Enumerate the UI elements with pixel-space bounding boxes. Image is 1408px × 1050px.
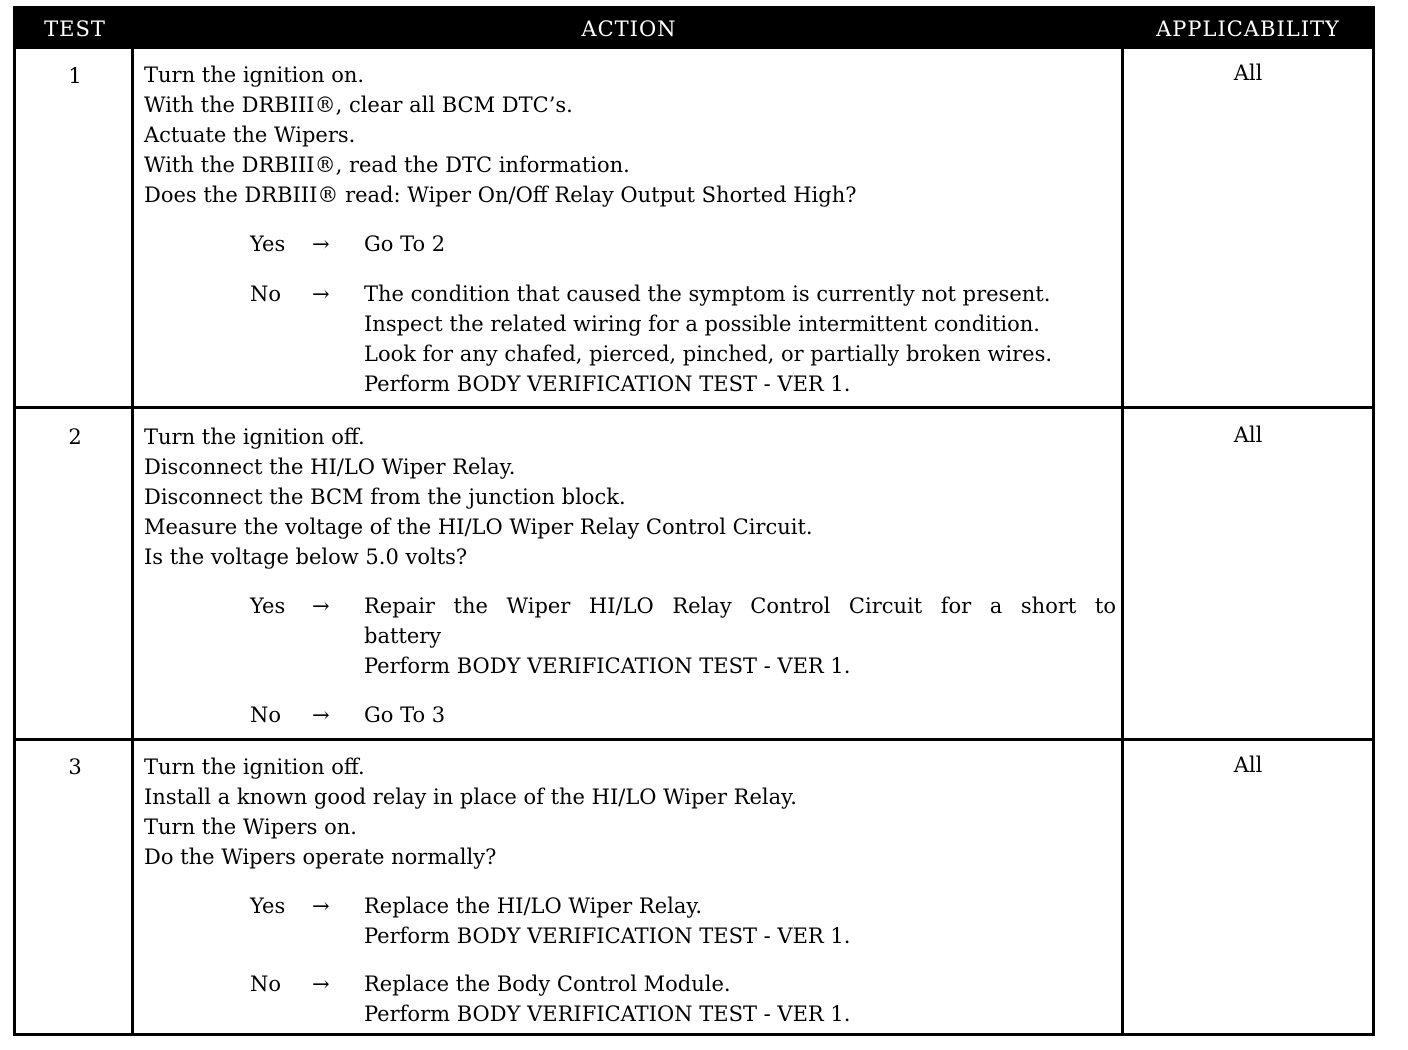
header-applicability: APPLICABILITY [1156, 17, 1340, 41]
applicability-value: All [1233, 423, 1263, 447]
outcome-line: Replace the HI/LO Wiper Relay. [364, 894, 703, 918]
no-outcome [364, 700, 1116, 730]
yes-outcome [364, 591, 1116, 681]
outcome-line: Inspect the related wiring for a possible intermittent condition. [364, 312, 1040, 336]
action-steps [144, 422, 1124, 572]
applicability-value: All [1233, 753, 1263, 777]
yes-label: Yes [250, 232, 286, 256]
yes-outcome [364, 229, 1116, 259]
action-step: Turn the ignition off. [144, 755, 365, 779]
outcome-line: Go To 3 [364, 703, 446, 727]
outcome-line: Go To 2 [364, 232, 446, 256]
table-header [16, 9, 1372, 49]
row-divider [16, 738, 1372, 741]
diagnostic-test-table [13, 6, 1375, 1036]
arrow-icon: → [312, 232, 330, 256]
yes-outcome [364, 891, 1116, 951]
action-step: Disconnect the HI/LO Wiper Relay. [144, 455, 516, 479]
outcome-line: Repair the Wiper HI/LO Relay Control Circuit for a short to [364, 594, 1116, 618]
action-step: With the DRBIII®, clear all BCM DTC’s. [144, 93, 573, 117]
yes-label: Yes [250, 894, 286, 918]
arrow-icon: → [312, 894, 330, 918]
arrow-icon: → [312, 594, 330, 618]
header-test: TEST [44, 17, 106, 41]
outcome-line: Perform BODY VERIFICATION TEST - VER 1. [364, 924, 851, 948]
action-step: With the DRBIII®, read the DTC information. [144, 153, 630, 177]
action-step: Install a known good relay in place of the HI/LO Wiper Relay. [144, 785, 797, 809]
action-steps [144, 60, 1124, 210]
no-outcome [364, 969, 1116, 1029]
outcome-line: battery [364, 624, 442, 648]
outcome-line: Replace the Body Control Module. [364, 972, 731, 996]
outcome-line: Look for any chafed, pierced, pinched, or partially broken wires. [364, 342, 1053, 366]
applicability-value: All [1233, 61, 1263, 85]
arrow-icon: → [312, 972, 330, 996]
test-number: 3 [68, 755, 82, 779]
column-divider [131, 49, 134, 1033]
no-label: No [250, 703, 282, 727]
outcome-line: Perform BODY VERIFICATION TEST - VER 1. [364, 1002, 851, 1026]
arrow-icon: → [312, 703, 330, 727]
action-step: Does the DRBIII® read: Wiper On/Off Relay Output Shorted High? [144, 183, 857, 207]
no-label: No [250, 972, 282, 996]
test-number: 1 [68, 64, 82, 88]
action-step: Is the voltage below 5.0 volts? [144, 545, 468, 569]
row-divider [16, 406, 1372, 409]
action-step: Turn the Wipers on. [144, 815, 357, 839]
no-outcome [364, 279, 1116, 399]
action-steps [144, 752, 1124, 872]
action-step: Disconnect the BCM from the junction block. [144, 485, 626, 509]
action-step: Turn the ignition on. [144, 63, 365, 87]
test-number: 2 [68, 425, 82, 449]
action-step: Do the Wipers operate normally? [144, 845, 497, 869]
no-label: No [250, 282, 282, 306]
action-step: Measure the voltage of the HI/LO Wiper Relay Control Circuit. [144, 515, 813, 539]
arrow-icon: → [312, 282, 330, 306]
yes-label: Yes [250, 594, 286, 618]
outcome-line: Perform BODY VERIFICATION TEST - VER 1. [364, 654, 851, 678]
action-step: Turn the ignition off. [144, 425, 365, 449]
header-action: ACTION [581, 17, 677, 41]
outcome-line: Perform BODY VERIFICATION TEST - VER 1. [364, 372, 851, 396]
outcome-line: The condition that caused the symptom is currently not present. [364, 282, 1051, 306]
action-step: Actuate the Wipers. [144, 123, 356, 147]
